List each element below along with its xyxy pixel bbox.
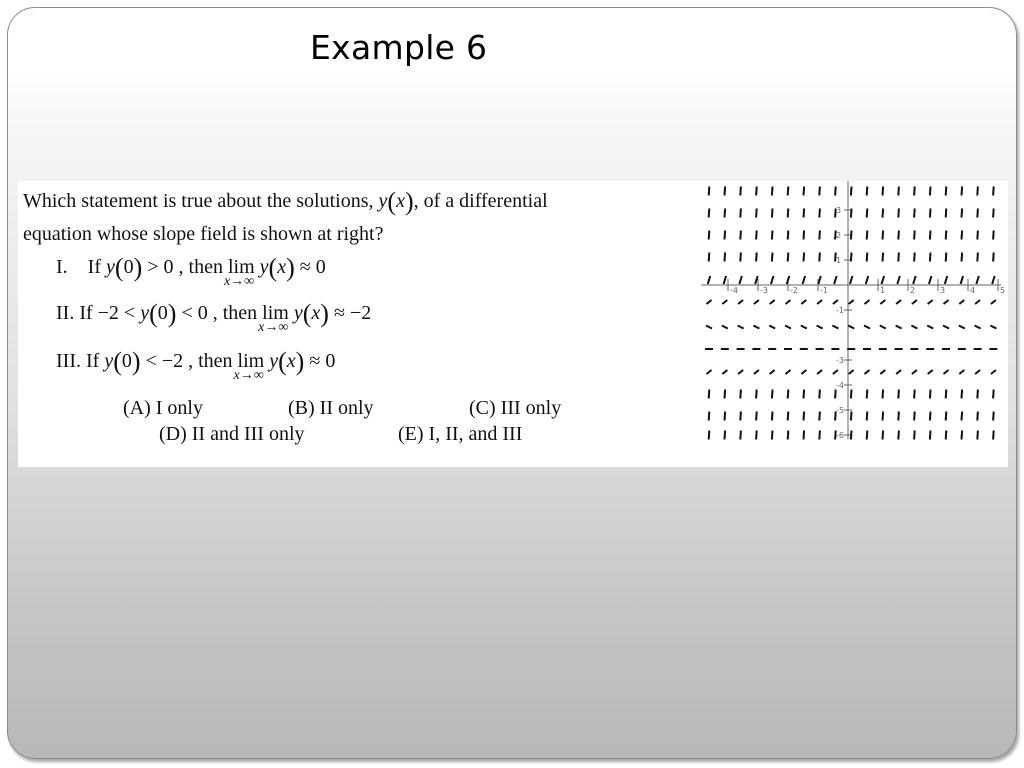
slope-segment <box>880 370 885 374</box>
slope-segment <box>896 326 902 329</box>
y-var: y <box>259 256 269 278</box>
y-tick-label: -6 <box>836 431 844 440</box>
slope-segment <box>930 209 931 218</box>
limit <box>233 350 265 383</box>
question-line-1 <box>23 187 548 217</box>
slope-segment <box>930 431 931 440</box>
slope-segment <box>834 276 837 284</box>
slope-segment <box>867 390 868 399</box>
slope-segment <box>804 209 805 218</box>
slope-segment <box>771 276 774 284</box>
slope-segment <box>849 300 854 304</box>
problem-image <box>18 181 1008 467</box>
slope-segment <box>864 326 870 329</box>
slope-segment <box>898 412 899 421</box>
slope-segment <box>832 326 838 329</box>
slope-segment <box>851 209 852 218</box>
slope-segment <box>962 412 963 421</box>
statement-2-label: II. <box>56 302 75 324</box>
slope-segment <box>993 231 994 240</box>
lim-text: lim <box>227 256 255 278</box>
slope-segment <box>835 253 836 262</box>
slope-segment <box>851 431 852 440</box>
slope-segment <box>817 326 823 329</box>
y-tick-label: -1 <box>836 306 844 315</box>
slope-segment <box>769 326 775 329</box>
slope-segment <box>770 300 775 304</box>
slope-segment <box>835 231 836 240</box>
slope-segment <box>709 209 710 218</box>
slope-segment <box>738 370 743 374</box>
slope-segment <box>880 300 885 304</box>
paren-open: ( <box>278 347 287 376</box>
slope-segment <box>912 300 917 304</box>
lim-subscript: x→∞ <box>258 320 289 335</box>
slope-segment <box>786 370 791 374</box>
statement-1-result: ≈ 0 <box>299 256 326 278</box>
slope-field-svg <box>701 181 1006 440</box>
question-stem-a: Which statement is true about the solutions, <box>23 190 374 212</box>
slope-segment <box>725 231 726 240</box>
slope-segment <box>738 326 744 329</box>
slope-segment <box>756 253 757 262</box>
statement-3-if: If <box>85 350 100 372</box>
slope-segment <box>927 326 933 329</box>
y-tick-label: -3 <box>836 356 844 365</box>
slope-segment <box>930 253 931 262</box>
slope-segment <box>740 231 741 240</box>
slope-segment <box>740 390 741 399</box>
slope-segment <box>835 412 836 421</box>
y-tick-label: 3 <box>836 206 842 215</box>
choice-c: (C) III only <box>469 397 562 419</box>
slope-segment <box>962 253 963 262</box>
slope-segment <box>944 300 949 304</box>
x-var: x <box>396 190 405 212</box>
slope-segment <box>898 209 899 218</box>
slope-segment <box>756 412 757 421</box>
y-var: y <box>104 350 114 372</box>
x-tick-label: 3 <box>940 286 946 295</box>
slope-segment <box>788 431 789 440</box>
slope-segment <box>848 326 854 329</box>
slope-segment <box>835 187 836 196</box>
slope-segment <box>883 209 884 218</box>
slope-segment <box>754 300 759 304</box>
slope-segment <box>786 300 791 304</box>
slope-segment <box>772 253 773 262</box>
slope-segment <box>739 276 742 284</box>
zero: 0 <box>121 350 132 372</box>
slope-segment <box>914 390 915 399</box>
slope-segment <box>819 231 820 240</box>
slope-segment <box>725 209 726 218</box>
slope-segment <box>772 209 773 218</box>
slope-segment <box>725 431 726 440</box>
x-tick-label: 2 <box>910 286 916 295</box>
slope-segment <box>977 253 978 262</box>
slope-segment <box>835 390 836 399</box>
slope-segment <box>865 370 870 374</box>
slope-segment <box>946 390 947 399</box>
slope-segment <box>801 326 807 329</box>
paren-close: ) <box>286 253 295 282</box>
zero: 0 <box>123 256 134 278</box>
slope-segment <box>977 231 978 240</box>
slope-segment <box>819 431 820 440</box>
slope-segment <box>943 326 949 329</box>
slope-segment <box>914 431 915 440</box>
y-var: y <box>293 302 303 324</box>
slope-segment <box>804 231 805 240</box>
slope-segment <box>801 300 806 304</box>
statement-3-condition: < −2 , then <box>145 350 233 372</box>
slope-segment <box>756 187 757 196</box>
slope-segment <box>851 412 852 421</box>
slope-segment <box>991 370 996 374</box>
slope-segment <box>850 276 853 284</box>
slope-segment <box>930 412 931 421</box>
slope-segment <box>722 300 727 304</box>
slope-segment <box>914 231 915 240</box>
statement-2 <box>56 299 372 335</box>
slope-segment <box>977 209 978 218</box>
slope-segment <box>959 370 964 374</box>
slope-segment <box>993 431 994 440</box>
slope-segment <box>976 276 979 284</box>
y-tick-label: 2 <box>836 231 842 240</box>
statement-1-label: I. <box>56 256 68 278</box>
slope-segment <box>851 231 852 240</box>
slope-segment <box>913 276 916 284</box>
question-stem-b: , of a differential <box>413 190 548 212</box>
slope-segment <box>754 370 759 374</box>
slope-segment <box>803 276 806 284</box>
slope-segment <box>709 253 710 262</box>
slope-segment <box>993 412 994 421</box>
slope-segment <box>787 276 790 284</box>
x-var: x <box>286 350 296 372</box>
slope-segment <box>896 300 901 304</box>
statement-3 <box>56 347 336 383</box>
slope-segment <box>865 300 870 304</box>
slope-segment <box>883 253 884 262</box>
slope-segment <box>867 209 868 218</box>
statement-2-condition: < 0 , then <box>181 302 258 324</box>
slope-segment <box>788 390 789 399</box>
slope-segment <box>804 253 805 262</box>
slope-segment <box>975 370 980 374</box>
zero: 0 <box>157 302 168 324</box>
x-tick-label: -3 <box>760 286 768 295</box>
slope-segment <box>898 253 899 262</box>
x-var: x <box>277 256 287 278</box>
slope-segment <box>992 276 995 284</box>
slope-segment <box>804 390 805 399</box>
slope-segment <box>788 187 789 196</box>
slope-segment <box>755 276 758 284</box>
slope-segment <box>993 390 994 399</box>
slope-segment <box>819 390 820 399</box>
x-var: x <box>311 302 321 324</box>
limit <box>223 256 255 289</box>
slope-segment <box>946 187 947 196</box>
slope-segment <box>804 412 805 421</box>
slope-segment <box>883 187 884 196</box>
y-tick-label: -4 <box>836 381 844 390</box>
x-tick-label: 1 <box>880 286 886 295</box>
slide <box>7 7 1017 759</box>
slope-segment <box>819 412 820 421</box>
slope-segment <box>709 412 710 421</box>
lim-subscript: x→∞ <box>233 368 264 383</box>
limit <box>258 302 289 335</box>
slope-segment <box>851 390 852 399</box>
slope-segment <box>867 253 868 262</box>
slope-segment <box>945 276 948 284</box>
slope-field <box>701 181 1006 440</box>
slope-segment <box>833 370 838 374</box>
statement-3-label: III. <box>56 350 81 372</box>
slope-segment <box>977 390 978 399</box>
slope-segment <box>835 209 836 218</box>
slope-segment <box>867 431 868 440</box>
slope-segment <box>772 231 773 240</box>
slope-segment <box>962 231 963 240</box>
slope-segment <box>819 209 820 218</box>
slope-segment <box>725 187 726 196</box>
slope-segment <box>818 276 821 284</box>
statement-1-if: If <box>87 256 101 278</box>
slope-segment <box>756 431 757 440</box>
question-line-2: equation whose slope field is shown at right? <box>23 223 384 245</box>
lim-text: lim <box>262 302 289 324</box>
slope-segment <box>707 300 712 304</box>
slope-segment <box>959 300 964 304</box>
slope-segment <box>725 390 726 399</box>
slope-segment <box>851 253 852 262</box>
slope-segment <box>911 326 917 329</box>
slope-segment <box>788 412 789 421</box>
slope-segment <box>962 187 963 196</box>
slope-segment <box>772 390 773 399</box>
choice-b: (B) II only <box>288 397 374 419</box>
slope-segment <box>914 412 915 421</box>
slope-segment <box>946 231 947 240</box>
slope-segment <box>740 412 741 421</box>
slope-segment <box>959 326 965 329</box>
x-tick-label: 4 <box>970 286 976 295</box>
slope-segment <box>962 209 963 218</box>
paren-close: ) <box>131 347 141 376</box>
x-tick-label: -2 <box>790 286 798 295</box>
slope-segment <box>833 300 838 304</box>
paren-open: ( <box>114 253 124 282</box>
x-tick-label: -4 <box>730 286 738 295</box>
slope-segment <box>835 431 836 440</box>
slope-segment <box>788 253 789 262</box>
slope-segment <box>928 300 933 304</box>
slope-segment <box>962 431 963 440</box>
slope-segment <box>883 412 884 421</box>
slope-segment <box>944 370 949 374</box>
slope-segment <box>867 231 868 240</box>
statement-2-if: If −2 < <box>79 302 136 324</box>
paren-open: ( <box>113 347 122 376</box>
slope-segment <box>851 187 852 196</box>
slope-segment <box>883 431 884 440</box>
slope-segment <box>722 370 727 374</box>
slope-segment <box>725 412 726 421</box>
slope-segment <box>738 300 743 304</box>
slope-segment <box>946 209 947 218</box>
slope-segment <box>914 253 915 262</box>
slope-segment <box>772 412 773 421</box>
choice-e: (E) I, II, and III <box>398 423 523 445</box>
slope-segment <box>753 326 759 329</box>
y-tick-label: 1 <box>836 256 842 265</box>
slope-segment <box>993 253 994 262</box>
slope-segment <box>977 412 978 421</box>
slope-segment <box>898 187 899 196</box>
paren-close: ) <box>167 299 177 328</box>
slope-segment <box>740 431 741 440</box>
paren-open: ( <box>268 253 278 282</box>
paren-open: ( <box>149 299 158 328</box>
slope-segment <box>740 209 741 218</box>
slope-segment <box>867 187 868 196</box>
slope-segment <box>898 390 899 399</box>
slope-segment <box>785 326 791 329</box>
choice-d: (D) II and III only <box>159 423 305 445</box>
statement-1 <box>56 253 326 289</box>
lim-text: lim <box>237 350 265 372</box>
slope-segment <box>946 412 947 421</box>
slope-segment <box>896 370 901 374</box>
slope-segment <box>962 390 963 399</box>
slope-segment <box>897 276 900 284</box>
slope-segment <box>914 187 915 196</box>
slope-segment <box>849 370 854 374</box>
paren-open: ( <box>387 187 397 216</box>
slope-segment <box>946 253 947 262</box>
paren-close: ) <box>295 347 305 376</box>
slope-segment <box>804 187 805 196</box>
statement-3-result: ≈ 0 <box>309 350 336 372</box>
slope-segment <box>709 431 710 440</box>
slope-segment <box>993 187 994 196</box>
slope-segment <box>709 390 710 399</box>
slope-segment <box>709 187 710 196</box>
x-tick-label: 5 <box>1000 286 1006 295</box>
slope-segment <box>928 370 933 374</box>
y-var: y <box>378 190 388 212</box>
slope-segment <box>740 187 741 196</box>
slope-segment <box>882 276 885 284</box>
slope-segment <box>740 253 741 262</box>
slope-segment <box>772 187 773 196</box>
slope-segment <box>819 187 820 196</box>
paren-open: ( <box>302 299 312 328</box>
slope-segment <box>977 431 978 440</box>
slope-segment <box>756 390 757 399</box>
slope-segment <box>709 231 710 240</box>
slope-segment <box>770 370 775 374</box>
slope-segment <box>975 326 981 329</box>
slope-segment <box>912 370 917 374</box>
statement-1-condition: > 0 , then <box>147 256 223 278</box>
slope-segment <box>707 370 712 374</box>
slope-segment <box>977 187 978 196</box>
slope-segment <box>788 209 789 218</box>
slope-segment <box>914 209 915 218</box>
slope-segment <box>990 326 996 329</box>
y-tick-label: -5 <box>836 406 844 415</box>
slope-segment <box>929 276 932 284</box>
slope-segment <box>993 209 994 218</box>
choice-a: (A) I only <box>123 397 203 419</box>
slope-segment <box>898 231 899 240</box>
slope-segment <box>898 431 899 440</box>
slope-segment <box>883 231 884 240</box>
slope-segment <box>772 431 773 440</box>
slope-segment <box>991 300 996 304</box>
slope-segment <box>756 209 757 218</box>
slope-segment <box>819 253 820 262</box>
slope-segment <box>883 390 884 399</box>
slope-segment <box>866 276 869 284</box>
slope-segment <box>756 231 757 240</box>
slope-segment <box>946 431 947 440</box>
slope-segment <box>788 231 789 240</box>
slope-segment <box>706 326 712 329</box>
slope-segment <box>708 276 711 284</box>
paren-close: ) <box>320 299 329 328</box>
slope-segment <box>722 326 728 329</box>
y-var: y <box>269 350 279 372</box>
slope-segment <box>867 412 868 421</box>
slope-segment <box>930 187 931 196</box>
y-var: y <box>140 302 150 324</box>
statement-2-result: ≈ −2 <box>333 302 372 324</box>
slope-segment <box>930 390 931 399</box>
slope-segment <box>961 276 964 284</box>
slope-segment <box>817 370 822 374</box>
slope-segment <box>930 231 931 240</box>
lim-subscript: x→∞ <box>223 274 255 289</box>
x-tick-label: -1 <box>820 286 828 295</box>
paren-close: ) <box>133 253 143 282</box>
slope-segment <box>724 276 727 284</box>
slide-title: Example 6 <box>310 28 488 67</box>
slope-segment <box>880 326 886 329</box>
y-var: y <box>106 256 115 278</box>
slope-segment <box>725 253 726 262</box>
slope-segment <box>801 370 806 374</box>
slope-segment <box>817 300 822 304</box>
slope-segment <box>804 431 805 440</box>
paren-close: ) <box>404 187 414 216</box>
slope-segment <box>975 300 980 304</box>
